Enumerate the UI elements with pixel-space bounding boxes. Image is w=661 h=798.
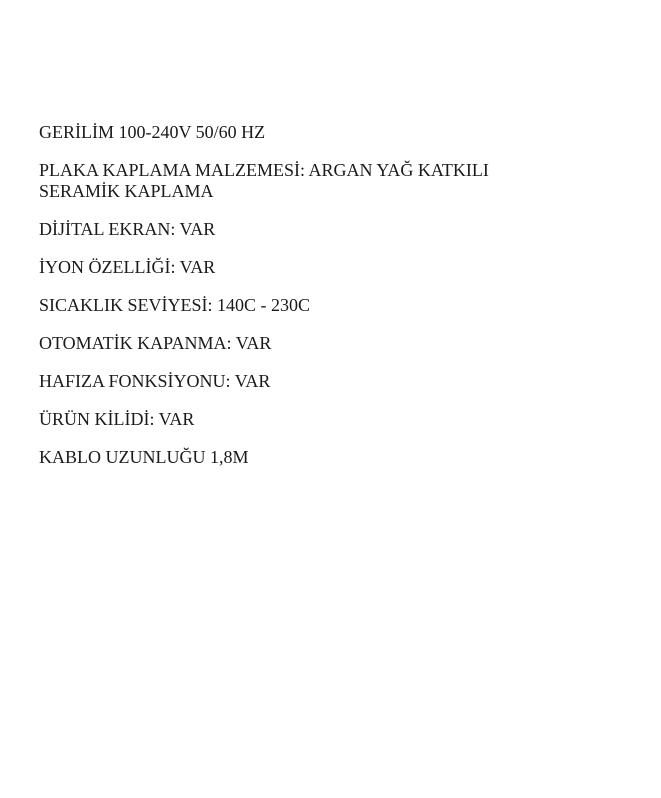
spec-auto-shutoff: OTOMATİK KAPANMA: VAR xyxy=(39,333,272,353)
spec-cable-length: KABLO UZUNLUĞU 1,8M xyxy=(39,447,249,467)
spec-temperature-range: SICAKLIK SEVİYESİ: 140C - 230C xyxy=(39,295,311,315)
product-spec-list xyxy=(39,122,559,485)
spec-product-lock: ÜRÜN KİLİDİ: VAR xyxy=(39,409,195,429)
spec-memory-function: HAFIZA FONKSİYONU: VAR xyxy=(39,371,271,391)
spec-plate-coating: PLAKA KAPLAMA MALZEMESİ: ARGAN YAĞ KATKILI SERAMİK KAPLAMA xyxy=(39,160,489,201)
spec-voltage: GERİLİM 100-240V 50/60 HZ xyxy=(39,122,266,142)
spec-digital-display: DİJİTAL EKRAN: VAR xyxy=(39,219,216,239)
spec-ion-feature: İYON ÖZELLİĞİ: VAR xyxy=(39,257,216,277)
